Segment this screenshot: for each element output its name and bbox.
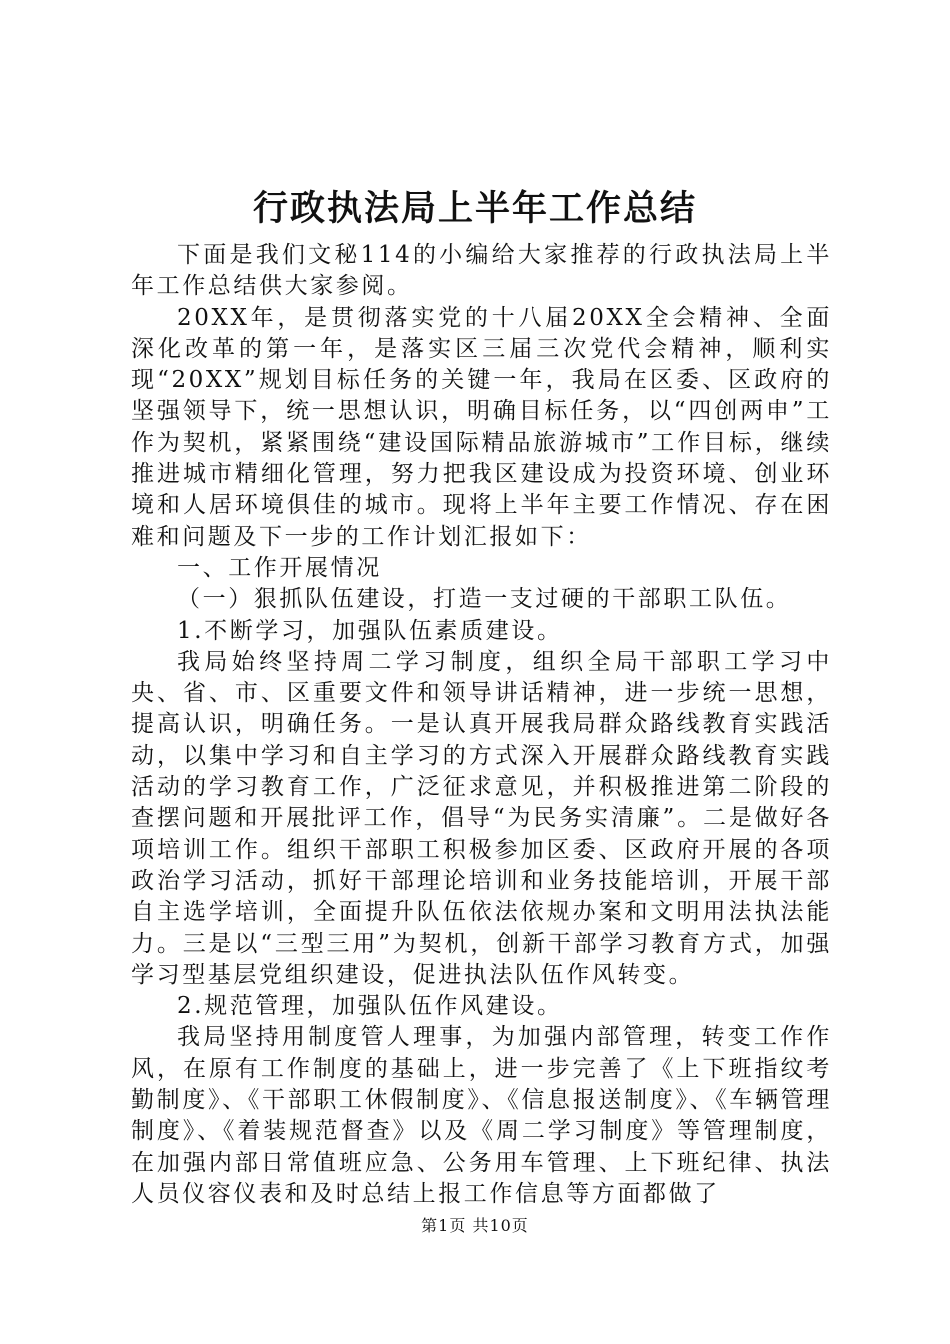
paragraph-study: 我局始终坚持周二学习制度，组织全局干部职工学习中央、省、市、区重要文件和领导讲话精神，进一步统一思想，提高认识，明确任务。一是认真开展我局群众路线教育实践活动，以集中学习和自主学习的方式深入开展群众路线教育实践活动的学习教育工作，广泛征求意见，并积极推进第二阶段的查摆问题和开展批评工作，倡导“为民务实清廉”。二是做好各项培训工作。组织干部职工积极参加区委、区政府开展的各项政治学习活动，抓好干部理论培训和业务技能培训，开展干部自主选学培训，全面提升队伍依法依规办案和文明用法执法能力。三是以“三型三用”为契机，创新干部学习教育方式，加强学习型基层党组织建设，促进执法队伍作风转变。 [131, 648, 832, 988]
page-number: 第1页 共10页 [421, 1216, 529, 1235]
item-heading: 2.规范管理，加强队伍作风建设。 [177, 993, 563, 1020]
item-heading: 1.不断学习，加强队伍素质建设。 [177, 617, 563, 644]
subsection-heading: （一）狠抓队伍建设，打造一支过硬的干部职工队伍。 [177, 586, 792, 613]
document-body [131, 240, 832, 1210]
paragraph-intro: 下面是我们文秘114的小编给大家推荐的行政执法局上半年工作总结供大家参阅。 [131, 242, 832, 300]
paragraph-overview: 20XX年，是贯彻落实党的十八届20XX全会精神、全面深化改革的第一年，是落实区三届三次党代会精神，顺利实现“20XX”规划目标任务的关键一年，我局在区委、区政府的坚强领导下，统一思想认识，明确目标任务，以“四创两申”工作为契机，紧紧围绕“建设国际精品旅游城市”工作目标，继续推进城市精细化管理，努力把我区建设成为投资环境、创业环境和人居环境俱佳的城市。现将上半年主要工作情况、存在困难和问题及下一步的工作计划汇报如下： [131, 304, 832, 550]
document-title: 行政执法局上半年工作总结 [252, 188, 697, 229]
section-heading: 一、工作开展情况 [177, 554, 382, 581]
paragraph-management: 我局坚持用制度管人理事，为加强内部管理，转变工作作风，在原有工作制度的基础上，进一步完善了《上下班指纹考勤制度》、《干部职工休假制度》、《信息报送制度》、《车辆管理制度》、《着装规范督查》以及《周二学习制度》等管理制度，在加强内部日常值班应急、公务用车管理、上下班纪律、执法人员仪容仪表和及时总结上报工作信息等方面都做了 [131, 1024, 832, 1207]
